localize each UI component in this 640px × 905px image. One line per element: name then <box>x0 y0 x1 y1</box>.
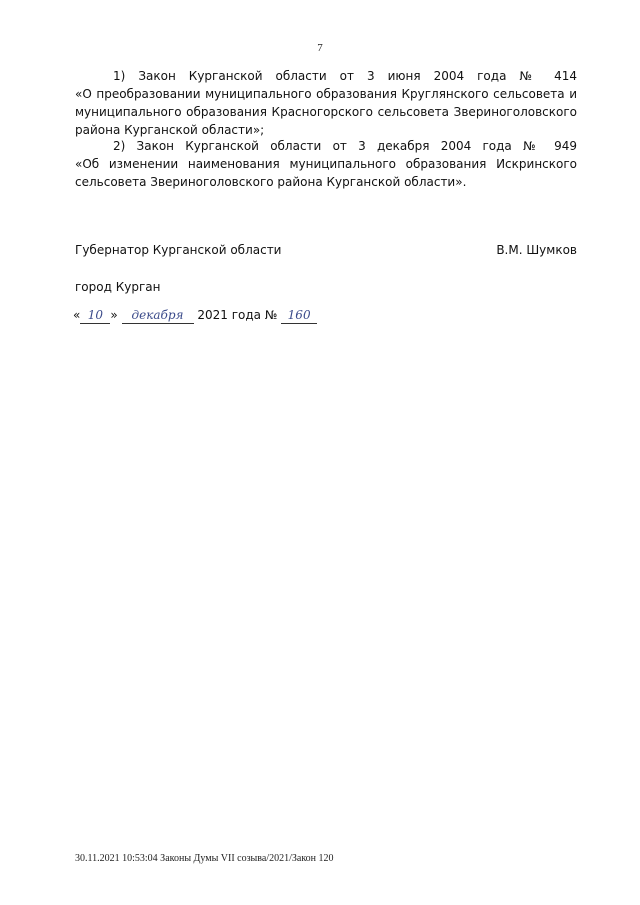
handwritten-law-number: 160 <box>281 307 317 324</box>
city-line: город Курган <box>75 280 161 294</box>
close-quote: » <box>110 308 118 322</box>
open-quote: « <box>73 308 81 322</box>
date-number-line <box>73 306 317 324</box>
law-item-1 <box>75 67 577 139</box>
signatory-name: В.М. Шумков <box>496 243 577 257</box>
page-number: 7 <box>317 42 323 54</box>
law-item-1-title: «О преобразовании муниципального образования Круглянского сельсовета и муниципального образования Красногорского сельсовета Звериноголовского района Курганской области»; <box>75 87 577 137</box>
signature-block <box>75 241 577 259</box>
law-item-2-first-line: 2) Закон Курганской области от 3 декабря 2004 года № 949 <box>113 139 577 153</box>
handwritten-month: декабря <box>122 307 194 324</box>
document-footer: 30.11.2021 10:53:04 Законы Думы VII созыва/2021/Закон 120 <box>75 853 334 864</box>
law-item-2 <box>75 137 577 191</box>
law-item-2-title: «Об изменении наименования муниципального образования Искринского сельсовета Звериноголовского района Курганской области». <box>75 157 577 189</box>
handwritten-day: 10 <box>80 307 110 324</box>
signatory-position: Губернатор Курганской области <box>75 243 282 257</box>
law-item-1-first-line: 1) Закон Курганской области от 3 июня 2004 года № 414 <box>113 69 577 83</box>
year-text: 2021 года № <box>197 308 278 322</box>
